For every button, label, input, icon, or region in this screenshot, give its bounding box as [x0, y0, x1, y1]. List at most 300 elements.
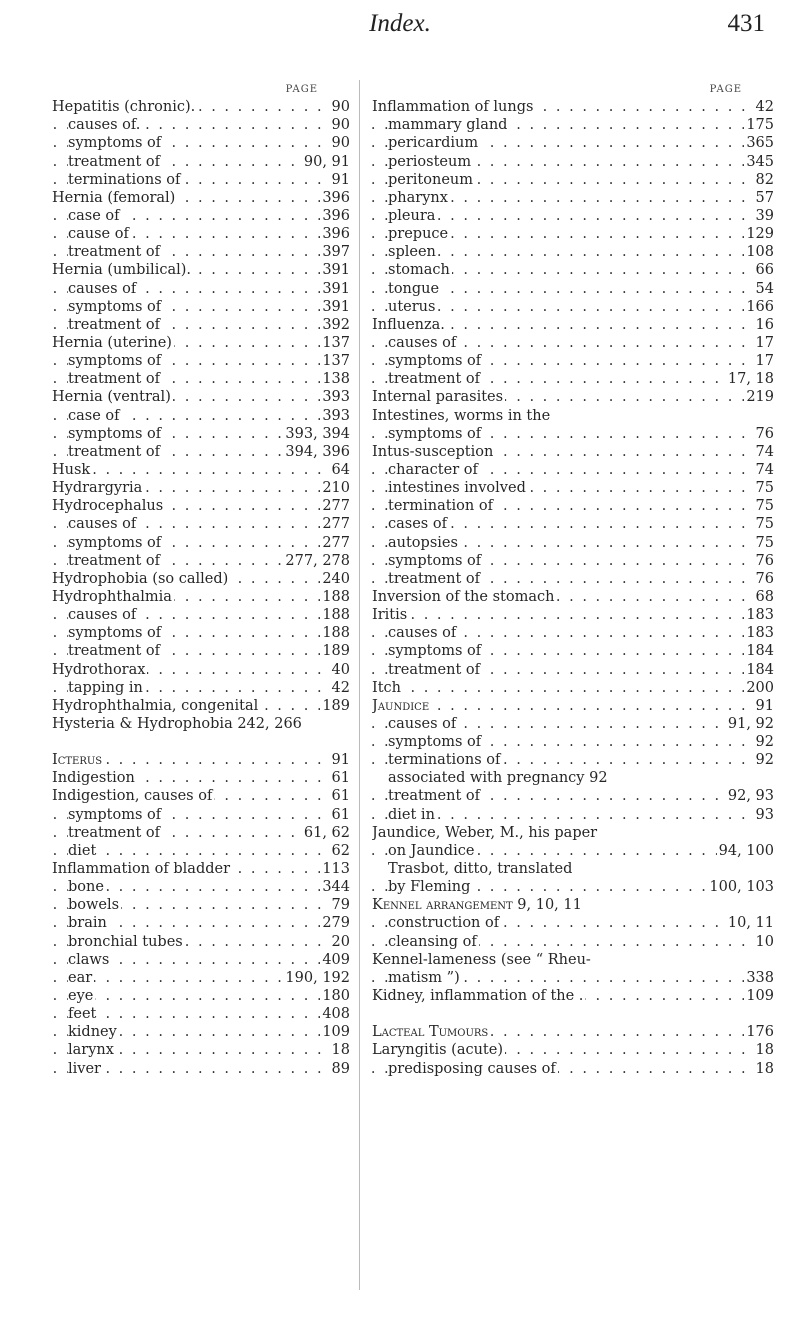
index-entry [52, 479, 350, 497]
index-entry-page: 79 [331, 897, 350, 914]
index-entry-term: symptoms of [68, 534, 162, 551]
index-entry-term: symptoms of [68, 298, 162, 315]
index-entry [52, 207, 350, 225]
index-entry [372, 479, 774, 497]
index-entry [52, 316, 350, 334]
index-entry [372, 733, 774, 751]
index-entry [52, 243, 350, 261]
index-entry-page: 75 [755, 534, 774, 551]
index-entry [372, 425, 774, 443]
index-entry-page: 100, 103 [709, 879, 774, 896]
index-entry [372, 860, 774, 878]
index-entry [52, 787, 350, 805]
index-entry-page: 365 [746, 135, 774, 152]
index-entry-term: Hydrargyria [52, 480, 143, 497]
index-entry-term: treatment of [388, 570, 481, 587]
index-entry [52, 733, 350, 751]
index-entry-page: 61 [331, 806, 350, 823]
index-entry-page: 17 [755, 334, 774, 351]
index-entry-page: 200 [746, 679, 774, 696]
index-entry-term: symptoms of [388, 425, 482, 442]
index-entry [372, 534, 774, 552]
index-entry-term: brain [68, 915, 107, 932]
index-entry-page: 61 [331, 770, 350, 787]
page-header [0, 0, 800, 60]
index-entry-term: treatment of [68, 824, 161, 841]
index-entry [52, 661, 350, 679]
index-entry-page: 91, 92 [727, 715, 774, 732]
index-entry-page: 109 [322, 1024, 350, 1041]
index-column-right [372, 80, 774, 1078]
index-entry-term: by Fleming [388, 879, 471, 896]
index-entry [52, 98, 350, 116]
index-entry-term: tapping in [68, 679, 143, 696]
index-entry-term: pleura [388, 207, 436, 224]
index-entry-page: 219 [746, 389, 774, 406]
index-entry [372, 116, 774, 134]
index-entry-term: diet in [388, 806, 435, 823]
index-entry-term: prepuce [388, 226, 449, 243]
index-entry [372, 316, 774, 334]
index-entry-term: kidney [68, 1024, 117, 1041]
index-entry [372, 1005, 774, 1023]
index-entry-page: 17 [755, 353, 774, 370]
index-entry [372, 388, 774, 406]
index-entry [52, 933, 350, 951]
index-entry [372, 261, 774, 279]
index-entry-term: symptoms of [68, 353, 162, 370]
index-entry-term: peritoneum [388, 171, 473, 188]
index-entry [372, 570, 774, 588]
index-entry-page: 42 [331, 679, 350, 696]
page-number: 431 [727, 10, 765, 37]
index-entry-page: 91 [755, 697, 774, 714]
index-entry [52, 860, 350, 878]
index-entry-page: 345 [746, 153, 774, 170]
index-entry-page: 18 [755, 1060, 774, 1077]
index-entry [52, 334, 350, 352]
index-entry-term: treatment of [68, 443, 161, 460]
index-entry [372, 352, 774, 370]
index-entry [372, 878, 774, 896]
index-entry-page: 184 [746, 643, 774, 660]
index-entry-page: 76 [755, 570, 774, 587]
index-entry [52, 280, 350, 298]
index-entry-page: 188 [322, 625, 350, 642]
index-entry-term: cause of [68, 226, 129, 243]
index-entry [372, 806, 774, 824]
index-entry-page: 183 [746, 607, 774, 624]
index-entry [52, 642, 350, 660]
index-entry [52, 134, 350, 152]
index-entry [372, 606, 774, 624]
index-entry [372, 769, 774, 787]
index-entry [52, 951, 350, 969]
index-entry-term: causes of [388, 715, 457, 732]
index-entry [52, 388, 350, 406]
index-entry [52, 1060, 350, 1078]
index-entry [372, 697, 774, 715]
index-entry-page: 189 [322, 697, 350, 714]
index-entry-term: treatment of [68, 244, 161, 261]
index-entry-page: 210 [322, 480, 350, 497]
index-entry [372, 715, 774, 733]
index-entry-page: 74 [755, 461, 774, 478]
index-entry [372, 370, 774, 388]
index-entry-term: Internal parasites [372, 389, 504, 406]
index-entry-term: Hydrothorax [52, 661, 146, 678]
index-entry-term: Jaundice [372, 697, 430, 714]
index-entry-page: 74 [755, 443, 774, 460]
index-entry-page: 240 [322, 570, 350, 587]
index-entry-term: stomach [388, 262, 450, 279]
index-entry-term: Husk [52, 461, 91, 478]
index-entry [372, 1060, 774, 1078]
index-entry-page: 93 [755, 806, 774, 823]
index-entry-term: terminations of [388, 752, 501, 769]
index-entry [372, 787, 774, 805]
index-entry [52, 407, 350, 425]
index-entry [52, 842, 350, 860]
index-entry [52, 534, 350, 552]
index-entry-page: 75 [755, 480, 774, 497]
index-entry [52, 624, 350, 642]
index-entry-term: Influenza. [372, 316, 445, 333]
index-entry-list [372, 98, 774, 1078]
index-entry-page: 137 [322, 334, 350, 351]
index-entry-page: 279 [322, 915, 350, 932]
index-entry [52, 497, 350, 515]
index-entry-page: 397 [322, 244, 350, 261]
index-entry-page: 92, 93 [727, 788, 774, 805]
index-entry-term: pharynx [388, 189, 448, 206]
index-entry [372, 1023, 774, 1041]
index-entry-term: Hepatitis (chronic). [52, 99, 196, 116]
index-entry-term: Itch [372, 679, 402, 696]
index-entry-term: Laryngitis (acute) [372, 1042, 503, 1059]
index-entry [372, 189, 774, 207]
index-entry-term: diet [68, 842, 97, 859]
index-entry-term: spleen [388, 244, 436, 261]
index-entry [52, 1005, 350, 1023]
index-entry-term: terminations of [68, 171, 181, 188]
index-entry-page: 57 [755, 189, 774, 206]
index-entry-term: Hydrophobia (so called) [52, 570, 229, 587]
index-entry [52, 987, 350, 1005]
index-entry-page: 82 [755, 171, 774, 188]
index-entry-term: matism ”) [388, 969, 460, 986]
index-entry-page: 75 [755, 498, 774, 515]
index-entry-term: case of [68, 207, 120, 224]
index-entry-term: Hydrophthalmia, congenital [52, 697, 259, 714]
index-entry-term: Hernia (ventral) [52, 389, 171, 406]
index-entry [372, 153, 774, 171]
index-entry-page: 277 [322, 534, 350, 551]
index-entry [52, 715, 350, 733]
page-column-label: PAGE [709, 84, 742, 95]
index-entry-term: Hernia (uterine) [52, 334, 172, 351]
index-entry [52, 189, 350, 207]
index-entry-term: eye [68, 988, 94, 1005]
index-entry-term: autopsies [388, 534, 458, 551]
index-entry [372, 896, 774, 914]
index-entry-page: 184 [746, 661, 774, 678]
index-entry-page: 18 [331, 1042, 350, 1059]
index-entry [372, 588, 774, 606]
index-entry-term: treatment of [68, 643, 161, 660]
index-entry-page: 344 [322, 879, 350, 896]
index-entry-page: 90, 91 [303, 153, 350, 170]
index-entry-term: cases of [388, 516, 447, 533]
index-entry-page: 393 [322, 389, 350, 406]
index-entry-page: 66 [755, 262, 774, 279]
index-entry [52, 588, 350, 606]
index-entry-page: 396 [322, 226, 350, 243]
index-entry [52, 878, 350, 896]
index-entry-term: symptoms of [68, 806, 162, 823]
index-entry-term: causes of. [68, 117, 141, 134]
index-entry [372, 207, 774, 225]
index-entry [52, 1023, 350, 1041]
index-entry-term: Lacteal Tumours [372, 1024, 489, 1041]
index-entry [52, 461, 350, 479]
index-entry-term: bowels [68, 897, 120, 914]
index-entry-term: Kidney, inflammation of the . [372, 988, 584, 1005]
index-entry-page: 10 [755, 933, 774, 950]
index-entry-page: 391 [322, 298, 350, 315]
index-entry [372, 298, 774, 316]
index-entry-term: Hernia (umbilical). [52, 262, 191, 279]
index-entry [372, 225, 774, 243]
index-entry-term: claws [68, 951, 110, 968]
index-entry-term: Hydrocephalus [52, 498, 164, 515]
index-entry-page: 188 [322, 588, 350, 605]
index-entry-term: case of [68, 407, 120, 424]
index-entry-term: treatment of [388, 371, 481, 388]
index-entry-term: treatment of [68, 552, 161, 569]
index-entry-term: associated with pregnancy 92 [388, 770, 608, 787]
index-entry-term: causes of [388, 334, 457, 351]
index-entry-page: 180 [322, 988, 350, 1005]
index-entry [372, 751, 774, 769]
index-entry-term: construction of [388, 915, 500, 932]
index-entry-term: cleansing of [388, 933, 477, 950]
index-entry-term: Hysteria & Hydrophobia 242, 266 [52, 715, 302, 732]
index-entry-page: 396 [322, 189, 350, 206]
index-entry-page: 18 [755, 1042, 774, 1059]
index-entry [372, 98, 774, 116]
index-entry-page: 94, 100 [718, 842, 774, 859]
index-entry-page: 92 [755, 734, 774, 751]
index-entry-term: symptoms of [388, 353, 482, 370]
index-entry-page: 277 [322, 516, 350, 533]
index-entry-term: pericardium [388, 135, 479, 152]
index-entry-term: Intus-susception [372, 443, 494, 460]
index-entry-page: 61, 62 [303, 824, 350, 841]
index-entry [372, 824, 774, 842]
index-entry-term: symptoms of [388, 552, 482, 569]
index-entry-page: 91 [331, 171, 350, 188]
index-entry [52, 352, 350, 370]
index-entry-page: 68 [755, 588, 774, 605]
index-entry [52, 261, 350, 279]
index-entry-page: 10, 11 [727, 915, 774, 932]
index-entry [52, 298, 350, 316]
index-entry [372, 1041, 774, 1059]
index-entry-page: 175 [746, 117, 774, 134]
index-entry-term: causes of [68, 516, 137, 533]
index-entry-term: Indigestion [52, 770, 135, 787]
index-entry-page: 17, 18 [727, 371, 774, 388]
index-entry-page: 20 [331, 933, 350, 950]
index-entry-page: 42 [755, 99, 774, 116]
index-entry [372, 679, 774, 697]
index-entry-list [52, 98, 350, 1078]
index-entry-term: Inversion of the stomach [372, 588, 555, 605]
index-entry [52, 1041, 350, 1059]
index-entry-term: symptoms of [68, 425, 162, 442]
index-entry-term: Indigestion, causes of [52, 788, 213, 805]
index-entry-term: symptoms of [388, 734, 482, 751]
index-entry [52, 824, 350, 842]
index-entry [372, 243, 774, 261]
index-entry-term: Icterus [52, 752, 103, 769]
page-column-label: PAGE [285, 84, 318, 95]
index-entry [372, 661, 774, 679]
index-entry-term: causes of [68, 607, 137, 624]
index-entry [372, 134, 774, 152]
index-entry-page: 393, 394 [285, 425, 350, 442]
index-entry-page: 176 [746, 1024, 774, 1041]
index-entry-term: treatment of [68, 371, 161, 388]
index-entry [372, 443, 774, 461]
index-entry-page: 113 [322, 861, 350, 878]
index-entry-page: 409 [322, 951, 350, 968]
index-entry-term: Kennel arrangement 9, 10, 11 [372, 897, 582, 914]
index-entry-term: periosteum [388, 153, 472, 170]
index-entry [372, 914, 774, 932]
index-entry [372, 280, 774, 298]
index-entry-page: 277 [322, 498, 350, 515]
index-entry-term: uterus [388, 298, 436, 315]
index-entry-term: Hernia (femoral) [52, 189, 176, 206]
index-entry [52, 225, 350, 243]
index-entry-page: 108 [746, 244, 774, 261]
index-entry-term: causes of [388, 625, 457, 642]
index-entry-page: 76 [755, 425, 774, 442]
index-entry-term: predisposing causes of [388, 1060, 556, 1077]
index-entry [52, 443, 350, 461]
index-entry [52, 806, 350, 824]
index-entry-term: treatment of [68, 153, 161, 170]
index-entry [372, 969, 774, 987]
index-entry-term: treatment of [68, 316, 161, 333]
index-entry-term: symptoms of [68, 135, 162, 152]
index-entry [52, 370, 350, 388]
index-entry [52, 570, 350, 588]
index-entry [372, 842, 774, 860]
index-entry [372, 951, 774, 969]
index-entry-term: treatment of [388, 661, 481, 678]
index-entry [372, 642, 774, 660]
index-entry-page: 183 [746, 625, 774, 642]
index-entry [52, 171, 350, 189]
index-entry-page: 396 [322, 207, 350, 224]
index-entry-page: 16 [755, 316, 774, 333]
index-entry [372, 497, 774, 515]
index-entry-page: 90 [331, 117, 350, 134]
index-entry-term: symptoms of [388, 643, 482, 660]
index-entry-page: 40 [331, 661, 350, 678]
index-entry-page: 189 [322, 643, 350, 660]
index-entry-term: symptoms of [68, 625, 162, 642]
index-entry [372, 334, 774, 352]
index-entry-page: 338 [746, 969, 774, 986]
index-entry-term: Inflammation of bladder [52, 861, 231, 878]
index-entry [52, 769, 350, 787]
index-entry-page: 39 [755, 207, 774, 224]
column-divider [359, 80, 360, 1290]
index-entry [52, 751, 350, 769]
index-entry-page: 90 [331, 99, 350, 116]
index-entry-page: 391 [322, 280, 350, 297]
index-entry-term: larynx [68, 1042, 114, 1059]
index-entry-page: 109 [746, 988, 774, 1005]
index-entry [52, 606, 350, 624]
index-entry-page: 90 [331, 135, 350, 152]
index-entry [52, 552, 350, 570]
index-entry-term: Trasbot, ditto, translated [388, 861, 573, 878]
index-entry-page: 92 [755, 752, 774, 769]
index-entry [52, 153, 350, 171]
index-entry-term: character of [388, 461, 478, 478]
index-entry-term: on Jaundice [388, 842, 475, 859]
index-entry-page: 76 [755, 552, 774, 569]
index-entry [52, 515, 350, 533]
index-entry [52, 679, 350, 697]
index-entry-page: 188 [322, 607, 350, 624]
index-entry [52, 425, 350, 443]
index-entry-term: causes of [68, 280, 137, 297]
index-entry-page: 138 [322, 371, 350, 388]
index-entry-page: 392 [322, 316, 350, 333]
index-entry [372, 461, 774, 479]
index-entry-page: 277, 278 [285, 552, 350, 569]
index-entry-term: bronchial tubes [68, 933, 183, 950]
index-entry-page: 64 [331, 461, 350, 478]
index-entry-page: 408 [322, 1006, 350, 1023]
index-entry-term: termination of [388, 498, 493, 515]
index-entry [52, 697, 350, 715]
index-entry-page: 129 [746, 226, 774, 243]
index-entry [52, 116, 350, 134]
index-entry [52, 914, 350, 932]
index-entry [372, 552, 774, 570]
index-entry-page: 137 [322, 353, 350, 370]
index-entry-term: ear [68, 969, 93, 986]
index-entry-page: 190, 192 [285, 969, 350, 986]
index-entry-page: 62 [331, 842, 350, 859]
index-entry [372, 407, 774, 425]
index-entry [52, 896, 350, 914]
index-entry-term: mammary gland [388, 117, 508, 134]
index-entry-term: treatment of [388, 788, 481, 805]
index-entry-term: feet [68, 1006, 97, 1023]
index-entry-page: 54 [755, 280, 774, 297]
index-entry-page: 91 [331, 752, 350, 769]
index-entry-term: intestines involved [388, 480, 526, 497]
index-entry-page: 391 [322, 262, 350, 279]
